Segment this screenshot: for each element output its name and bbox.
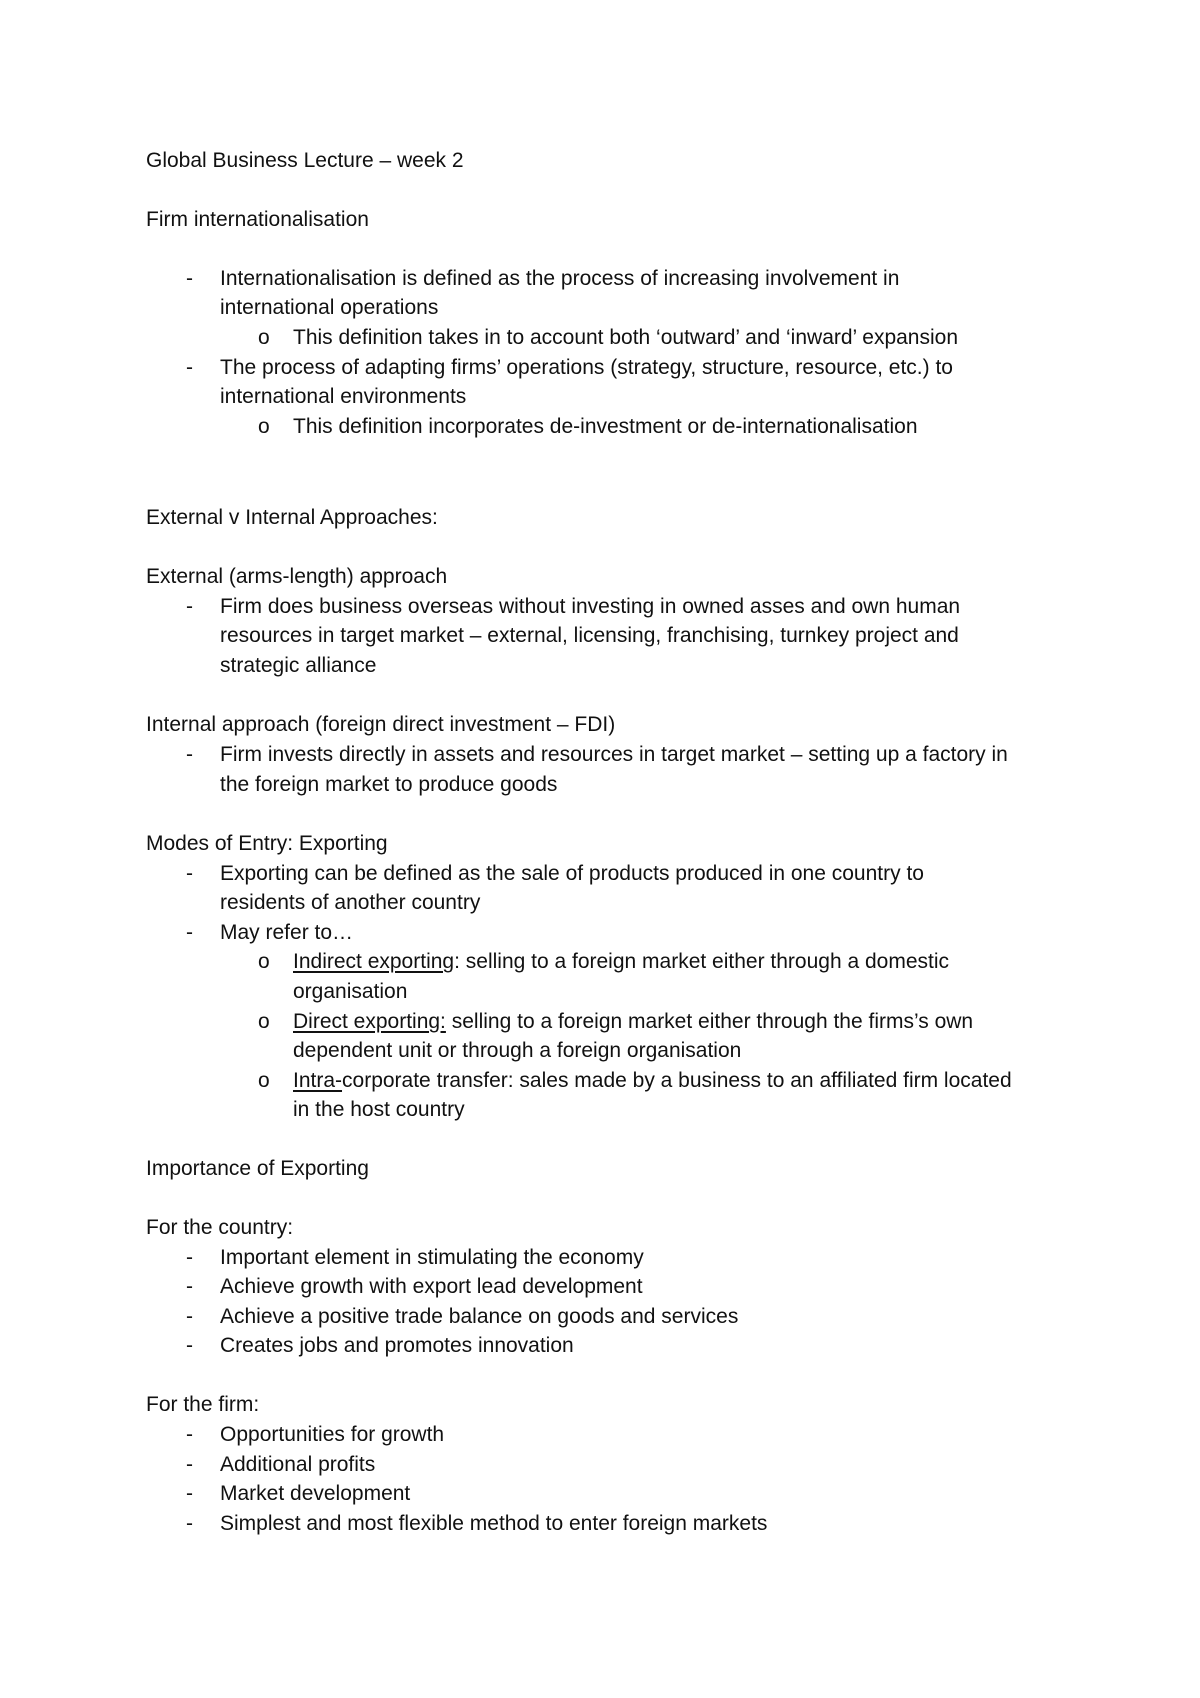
sub-list-item-text: This definition takes in to account both ‘outward’ and ‘inward’ expansion	[293, 326, 959, 349]
list-item-text-continued: resources in target market – external, licensing, franchising, turnkey project and	[220, 624, 959, 647]
list-item-text: Achieve a positive trade balance on goods and services	[220, 1305, 739, 1328]
list-item-text: Additional profits	[220, 1453, 376, 1476]
document-title: Global Business Lecture – week 2	[146, 149, 464, 172]
bullet-dash: -	[186, 356, 193, 379]
bullet-dash: -	[186, 1453, 193, 1476]
bullet-circle: o	[258, 950, 270, 973]
list-item-text-continued: international environments	[220, 385, 467, 408]
sub-list-item-text-continued: organisation	[293, 980, 408, 1003]
sub-list-item-text-continued: dependent unit or through a foreign organisation	[293, 1039, 742, 1062]
list-item-text-continued: residents of another country	[220, 891, 481, 914]
bullet-dash: -	[186, 1482, 193, 1505]
bullet-dash: -	[186, 1246, 193, 1269]
sub-list-item-text: : selling to a foreign market either through a domestic	[454, 950, 950, 973]
heading-for-the-firm: For the firm:	[146, 1393, 260, 1416]
term-direct-exporting: Direct exporting:	[293, 1010, 446, 1033]
list-item-text: Internationalisation is defined as the process of increasing involvement in	[220, 267, 900, 290]
heading-internal-approach: Internal approach (foreign direct investment – FDI)	[146, 713, 616, 736]
list-item-text: The process of adapting firms’ operations (strategy, structure, resource, etc.) to	[220, 356, 953, 379]
bullet-dash: -	[186, 595, 193, 618]
bullet-circle: o	[258, 415, 270, 438]
bullet-dash: -	[186, 267, 193, 290]
list-item-text: Opportunities for growth	[220, 1423, 445, 1446]
list-item-text: Simplest and most flexible method to enter foreign markets	[220, 1512, 768, 1535]
bullet-circle: o	[258, 326, 270, 349]
heading-firm-internationalisation: Firm internationalisation	[146, 208, 369, 231]
bullet-dash: -	[186, 862, 193, 885]
list-item-text: Creates jobs and promotes innovation	[220, 1334, 574, 1357]
list-item-text-continued: the foreign market to produce goods	[220, 773, 558, 796]
heading-modes-of-entry: Modes of Entry: Exporting	[146, 832, 388, 855]
list-item-text: Important element in stimulating the economy	[220, 1246, 644, 1269]
list-item-text: Exporting can be defined as the sale of products produced in one country to	[220, 862, 924, 885]
sub-list-item-text: This definition incorporates de-investment or de-internationalisation	[293, 415, 918, 438]
list-item-text-continued: strategic alliance	[220, 654, 377, 677]
bullet-circle: o	[258, 1069, 270, 1092]
heading-importance-of-exporting: Importance of Exporting	[146, 1157, 369, 1180]
bullet-dash: -	[186, 921, 193, 944]
sub-list-item-text: selling to a foreign market either through the firms’s own	[445, 1010, 974, 1033]
list-item-text: Firm does business overseas without investing in owned asses and own human	[220, 595, 961, 618]
list-item-text-continued: international operations	[220, 296, 439, 319]
list-item-text: Firm invests directly in assets and resources in target market – setting up a factory in	[220, 743, 1008, 766]
heading-approaches: External v Internal Approaches:	[146, 506, 438, 529]
bullet-dash: -	[186, 743, 193, 766]
bullet-dash: -	[186, 1305, 193, 1328]
sub-list-item-text-continued: in the host country	[293, 1098, 465, 1121]
sub-list-item-text: corporate transfer: sales made by a business to an affiliated firm located	[342, 1069, 1012, 1092]
list-item-text: Market development	[220, 1482, 411, 1505]
list-item-text: May refer to…	[220, 921, 354, 944]
heading-for-the-country: For the country:	[146, 1216, 294, 1239]
bullet-dash: -	[186, 1275, 193, 1298]
bullet-circle: o	[258, 1010, 270, 1033]
list-item-text: Achieve growth with export lead development	[220, 1275, 643, 1298]
term-indirect-exporting: Indirect exporting	[293, 950, 455, 973]
heading-external-approach: External (arms-length) approach	[146, 565, 448, 588]
bullet-dash: -	[186, 1423, 193, 1446]
term-intra: Intra-	[293, 1069, 343, 1092]
bullet-dash: -	[186, 1334, 193, 1357]
bullet-dash: -	[186, 1512, 193, 1535]
